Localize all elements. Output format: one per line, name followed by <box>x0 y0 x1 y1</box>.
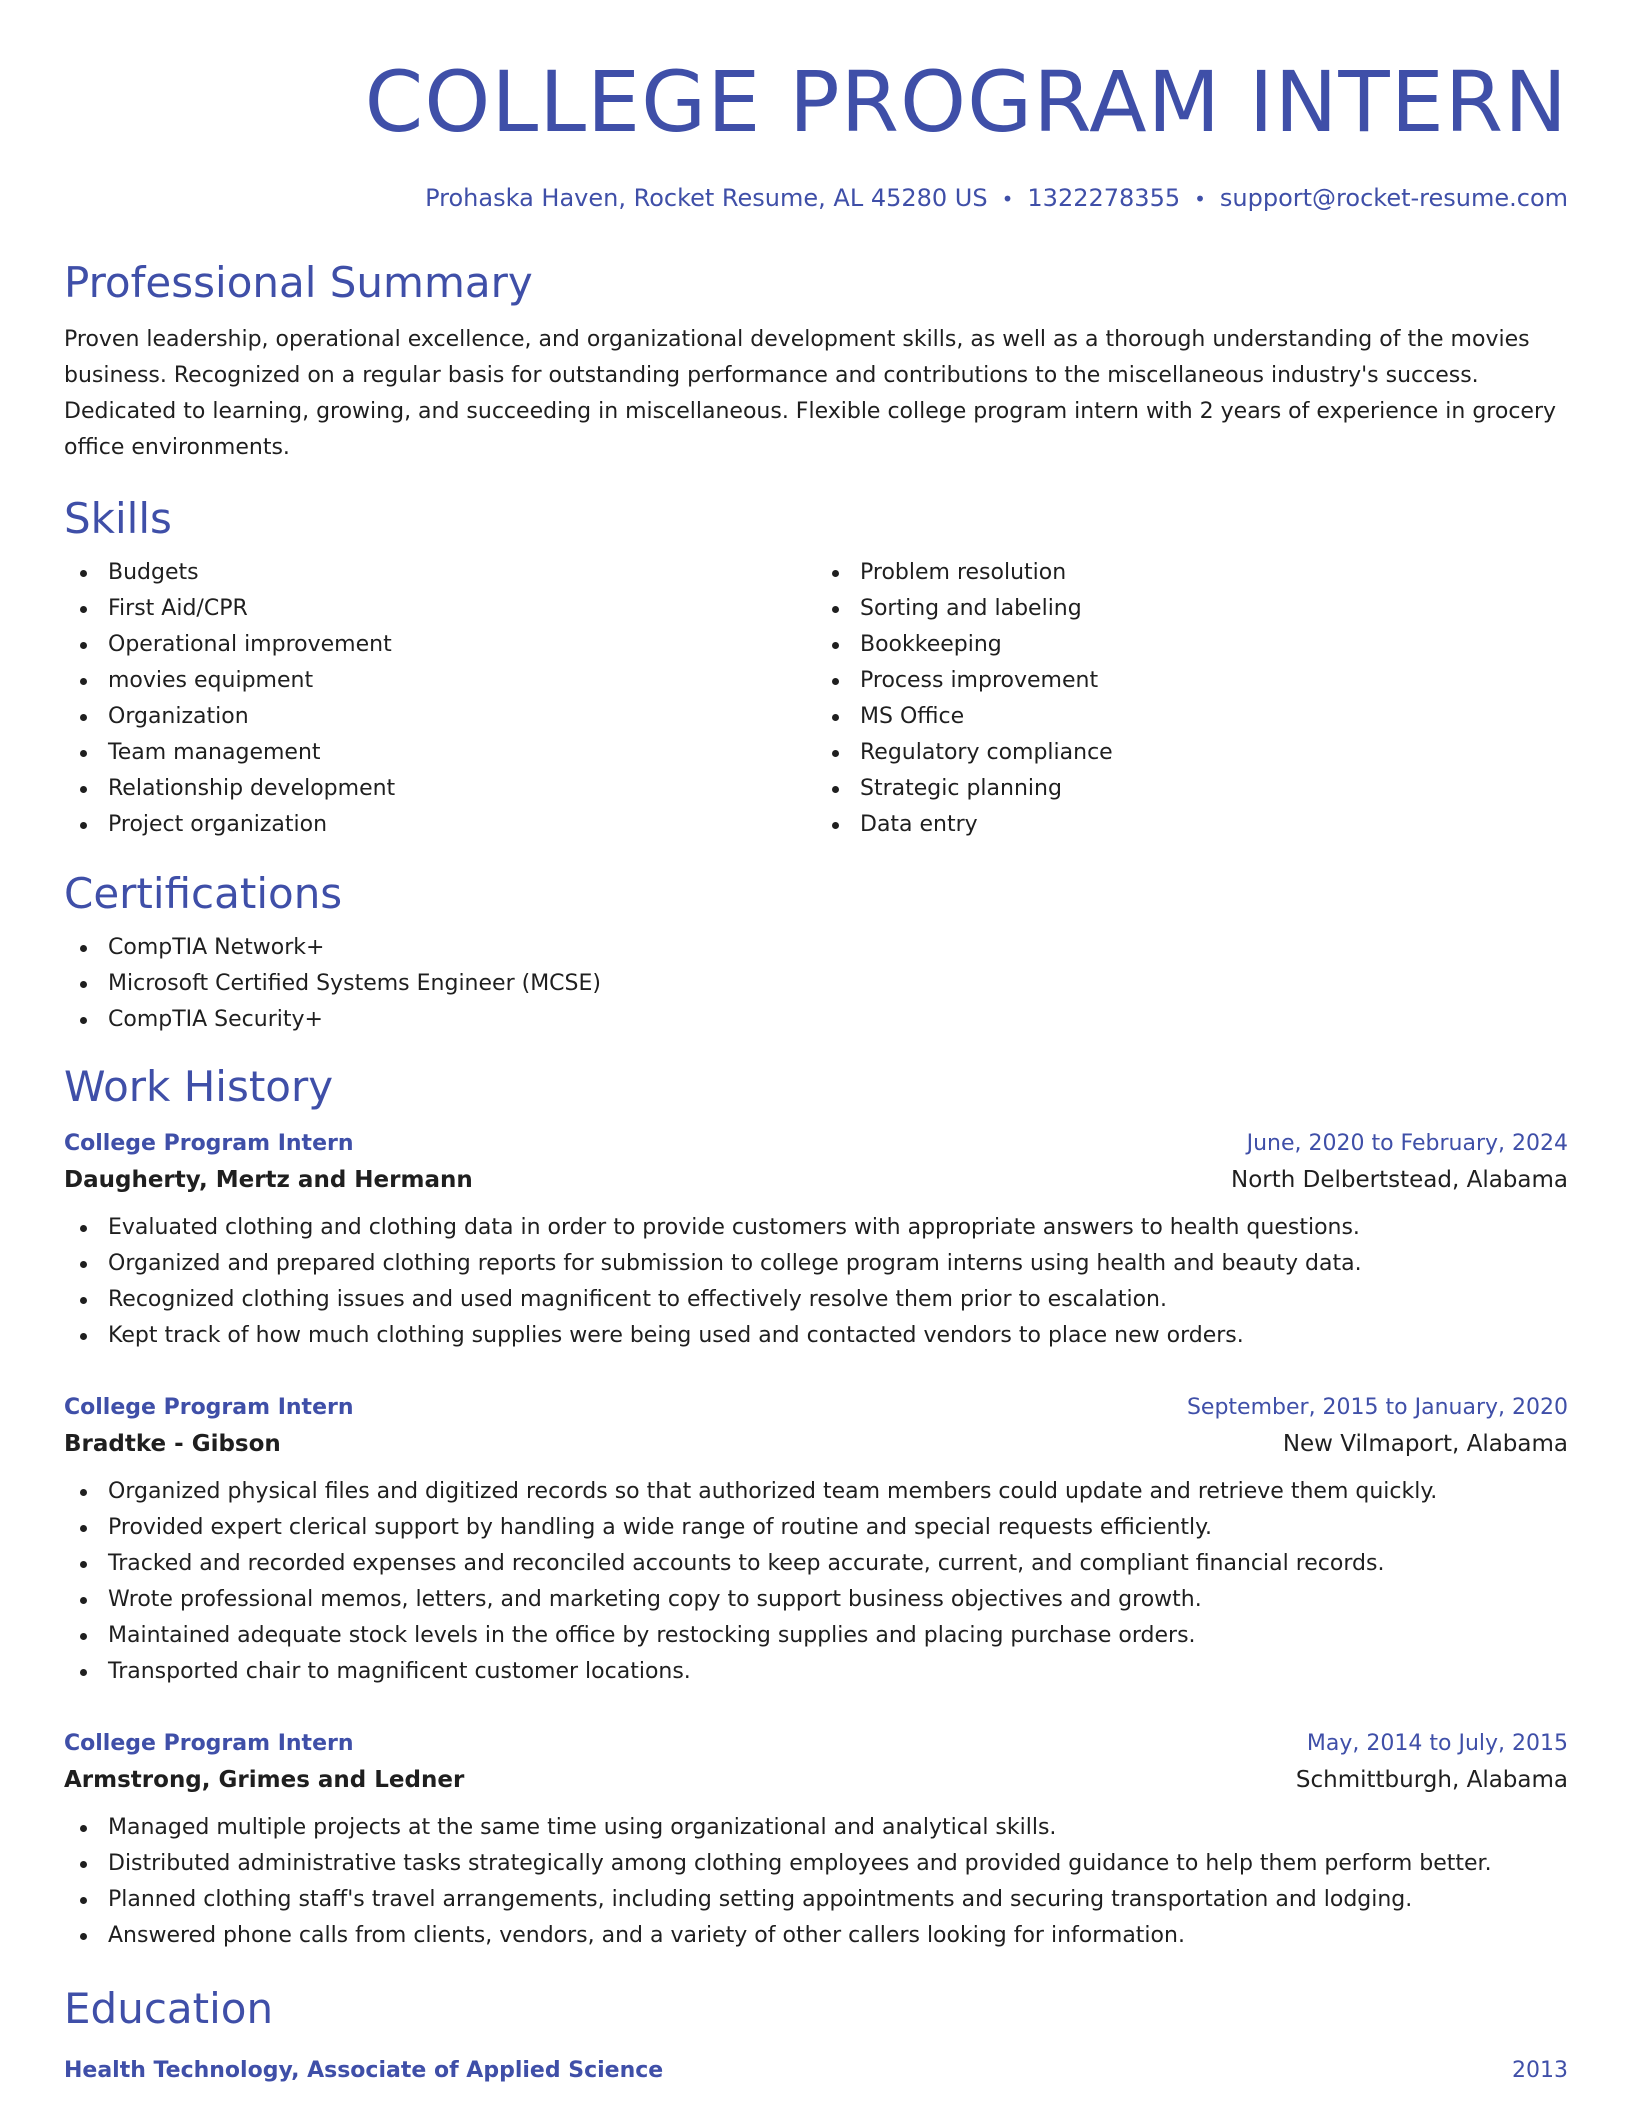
job-entry <box>64 1128 1568 1354</box>
skill-item: Operational improvement <box>64 627 816 663</box>
contact-email: support@rocket-resume.com <box>1219 184 1568 212</box>
skill-item: Organization <box>64 699 816 735</box>
summary-text: Proven leadership, operational excellence, and organizational development skills, as well as a thorough understanding of the movies business. Recognized on a regular basis for outstanding performance and contributions to the miscellaneous industry's success. Dedicated to learning, growing, and succeeding in miscellaneous. Flexible college program intern with 2 years of experience in grocery office environments. <box>64 327 1557 460</box>
skills-list-left <box>64 555 816 843</box>
certification-item: CompTIA Network+ <box>64 930 1568 966</box>
job-duty: Organized and prepared clothing reports for submission to college program interns using health and beauty data. <box>64 1246 1568 1282</box>
job-title: College Program Intern <box>64 1131 354 1156</box>
education-year: 2013 <box>1512 2058 1568 2083</box>
skills-columns <box>64 545 1568 843</box>
job-location: North Delbertstead, Alabama <box>1231 1167 1568 1193</box>
contact-line <box>64 182 1568 215</box>
job-duty: Provided expert clerical support by handling a wide range of routine and special requests efficiently. <box>64 1510 1568 1546</box>
job-duty: Maintained adequate stock levels in the office by restocking supplies and placing purchase orders. <box>64 1618 1568 1654</box>
job-duty: Evaluated clothing and clothing data in order to provide customers with appropriate answers to health questions. <box>64 1210 1568 1246</box>
job-duty: Tracked and recorded expenses and reconciled accounts to keep accurate, current, and compliant financial records. <box>64 1546 1568 1582</box>
job-duty: Answered phone calls from clients, vendors, and a variety of other callers looking for information. <box>64 1918 1568 1954</box>
skill-item: Data entry <box>816 807 1568 843</box>
job-header-row <box>64 1728 1568 1760</box>
job-duty: Distributed administrative tasks strategically among clothing employees and provided guidance to help them perform better. <box>64 1846 1568 1882</box>
job-entry <box>64 1728 1568 1954</box>
job-duty: Kept track of how much clothing supplies were being used and contacted vendors to place new orders. <box>64 1318 1568 1354</box>
certifications-list <box>64 930 1568 1038</box>
job-title: College Program Intern <box>64 1731 354 1756</box>
skill-item: Budgets <box>64 555 816 591</box>
contact-separator: • <box>1194 187 1206 211</box>
skill-item: MS Office <box>816 699 1568 735</box>
contact-separator: • <box>1001 187 1014 211</box>
job-dates: September, 2015 to January, 2020 <box>1186 1395 1568 1420</box>
work-history-heading: Work History <box>64 1062 334 1111</box>
job-company-row <box>64 1160 1568 1200</box>
skill-item: Relationship development <box>64 771 816 807</box>
education-section <box>64 1983 1568 2087</box>
skill-item: Project organization <box>64 807 816 843</box>
contact-phone: 1322278355 <box>1027 184 1181 212</box>
job-duties-list <box>64 1210 1568 1354</box>
job-duty: Managed multiple projects at the same time using organizational and analytical skills. <box>64 1810 1568 1846</box>
job-company: Bradtke - Gibson <box>64 1431 281 1457</box>
job-dates: May, 2014 to July, 2015 <box>1306 1731 1568 1756</box>
skills-section <box>64 493 1568 843</box>
job-duty: Transported chair to magnificent customer locations. <box>64 1654 1568 1690</box>
job-location: Schmittburgh, Alabama <box>1295 1767 1568 1793</box>
education-entry <box>64 2055 1568 2087</box>
job-company: Daugherty, Mertz and Hermann <box>64 1167 473 1193</box>
skill-item: movies equipment <box>64 663 816 699</box>
skill-item: Regulatory compliance <box>816 735 1568 771</box>
certifications-heading: Certifications <box>64 869 343 918</box>
skill-item: Strategic planning <box>816 771 1568 807</box>
candidate-name: COLLEGE PROGRAM INTERN <box>364 53 1568 151</box>
skill-item: Problem resolution <box>816 555 1568 591</box>
contact-address: Prohaska Haven, Rocket Resume, AL 45280 US <box>425 184 988 212</box>
job-header-row <box>64 1392 1568 1424</box>
job-duty: Recognized clothing issues and used magnificent to effectively resolve them prior to escalation. <box>64 1282 1568 1318</box>
summary-heading: Professional Summary <box>64 258 533 307</box>
certifications-section <box>64 868 1568 1038</box>
skills-list-right <box>816 555 1568 843</box>
job-title: College Program Intern <box>64 1395 354 1420</box>
job-company: Armstrong, Grimes and Ledner <box>64 1767 465 1793</box>
skill-item: Process improvement <box>816 663 1568 699</box>
skills-heading: Skills <box>64 494 172 543</box>
certification-item: CompTIA Security+ <box>64 1002 1568 1038</box>
job-entry <box>64 1392 1568 1690</box>
skill-item: First Aid/CPR <box>64 591 816 627</box>
job-company-row <box>64 1424 1568 1464</box>
education-heading: Education <box>64 1984 274 2033</box>
job-duties-list <box>64 1810 1568 1954</box>
job-duty: Planned clothing staff's travel arrangements, including setting appointments and securing transportation and lodging. <box>64 1882 1568 1918</box>
certification-item: Microsoft Certified Systems Engineer (MCSE) <box>64 966 1568 1002</box>
job-location: New Vilmaport, Alabama <box>1282 1431 1568 1457</box>
job-duty: Wrote professional memos, letters, and marketing copy to support business objectives and growth. <box>64 1582 1568 1618</box>
job-duty: Organized physical files and digitized records so that authorized team members could update and retrieve them quickly. <box>64 1474 1568 1510</box>
job-dates: June, 2020 to February, 2024 <box>1246 1131 1568 1156</box>
job-header-row <box>64 1128 1568 1160</box>
job-duties-list <box>64 1474 1568 1690</box>
work-history-section <box>64 1061 1568 1954</box>
resume-header <box>64 0 1568 215</box>
summary-section <box>64 257 1568 466</box>
skill-item: Team management <box>64 735 816 771</box>
skill-item: Bookkeeping <box>816 627 1568 663</box>
education-degree: Health Technology, Associate of Applied Science <box>64 2058 664 2083</box>
job-company-row <box>64 1760 1568 1800</box>
skill-item: Sorting and labeling <box>816 591 1568 627</box>
